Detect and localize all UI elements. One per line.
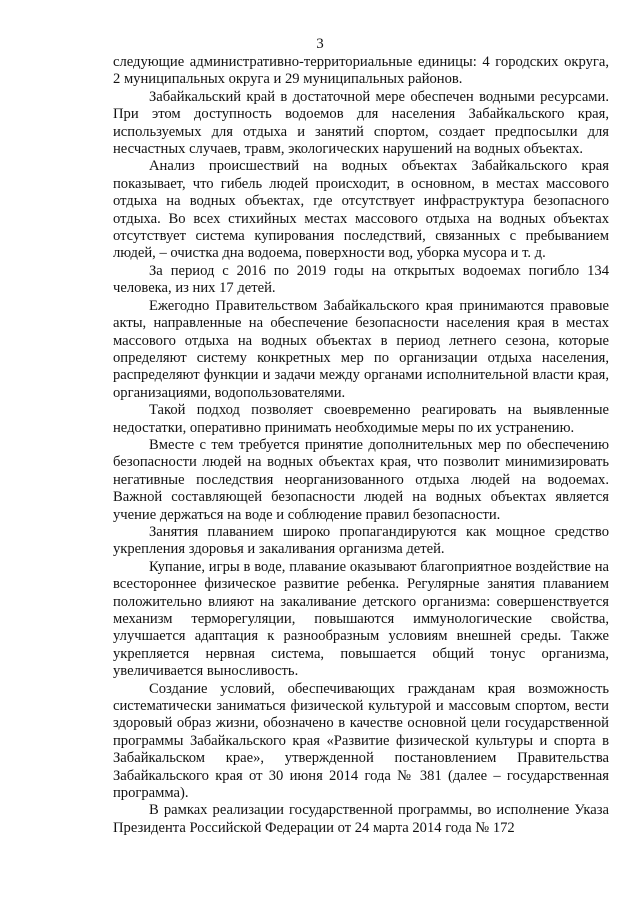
- body-text: [113, 54, 609, 837]
- paragraph-continued: следующие административно-территориальные единицы: 4 городских округа, 2 муниципальных округа и 29 муниципальных районов.: [113, 54, 609, 88]
- paragraph-incident-analysis: Анализ происшествий на водных объектах Забайкальского края показывает, что гибель людей происходит, в основном, в местах массового отдыха на водных объектах, где отсутствует инфраструктура безопасного отдыха. Во всех стихийных местах массового отдыха на водных объектах отсутствует система купирования последствий, связанных с пребыванием людей, – очистка дна водоема, поверхности вод, уборка мусора и т. д.: [113, 158, 609, 262]
- paragraph-death-statistics: За период с 2016 по 2019 годы на открытых водоемах погибло 134 человека, из них 17 детей.: [113, 262, 609, 297]
- paragraph-legal-acts: Ежегодно Правительством Забайкальского края принимаются правовые акты, направленные на обеспечение безопасности населения края в местах массового отдыха на водных объектах в период летнего сезона, которые определяют систему конкретных мер по организации отдыха населения, распределяют функции и задачи между органами исполнительной власти края, организациями, водопользователями.: [113, 297, 609, 401]
- paragraph-approach: Такой подход позволяет своевременно реагировать на выявленные недостатки, оперативно принимать необходимые меры по их устранению.: [113, 402, 609, 436]
- paragraph-program-implementation: В рамках реализации государственной программы, во исполнение Указа Президента Российской Федерации от 24 марта 2014 года № 172: [113, 802, 609, 836]
- paragraph-additional-measures: Вместе с тем требуется принятие дополнительных мер по обеспечению безопасности людей на водных объектах края, что позволит минимизировать негативные последствия неорганизованного отдыха людей на водоемах. Важной составляющей безопасности людей на водных объектах является учение держаться на воде и соблюдение правил безопасности.: [113, 436, 609, 523]
- paragraph-swimming-benefits: Купание, игры в воде, плавание оказывают благоприятное воздействие на всестороннее физическое развитие ребенка. Регулярные занятия плаванием положительно влияют на закаливание детского организма: совершенствуется механизм терморегуляции, повышаются иммунологические свойства, улучшается адаптация к разнообразным условиям внешней среды. Также укрепляется нервная система, повышается общий тонус организма, увеличивается выносливость.: [113, 558, 609, 680]
- paragraph-water-resources: Забайкальский край в достаточной мере обеспечен водными ресурсами. При этом доступность водоемов для населения Забайкальского края, используемых для отдыха и занятий спортом, создает предпосылки для несчастных случаев, травм, экологических нарушений на водных объектах.: [113, 88, 609, 158]
- paragraph-state-program: Создание условий, обеспечивающих гражданам края возможность систематически заниматься физической культурой и массовым спортом, вести здоровый образ жизни, обозначено в качестве основной цели государственной программы Забайкальского края «Развитие физической культуры и спорта в Забайкальском крае», утвержденной постановлением Правительства Забайкальского края от 30 июня 2014 года № 381 (далее – государственная программа).: [113, 680, 609, 802]
- page-number: 3: [316, 36, 324, 52]
- paragraph-swimming-promotion: Занятия плаванием широко пропагандируются как мощное средство укрепления здоровья и закаливания организма детей.: [113, 523, 609, 558]
